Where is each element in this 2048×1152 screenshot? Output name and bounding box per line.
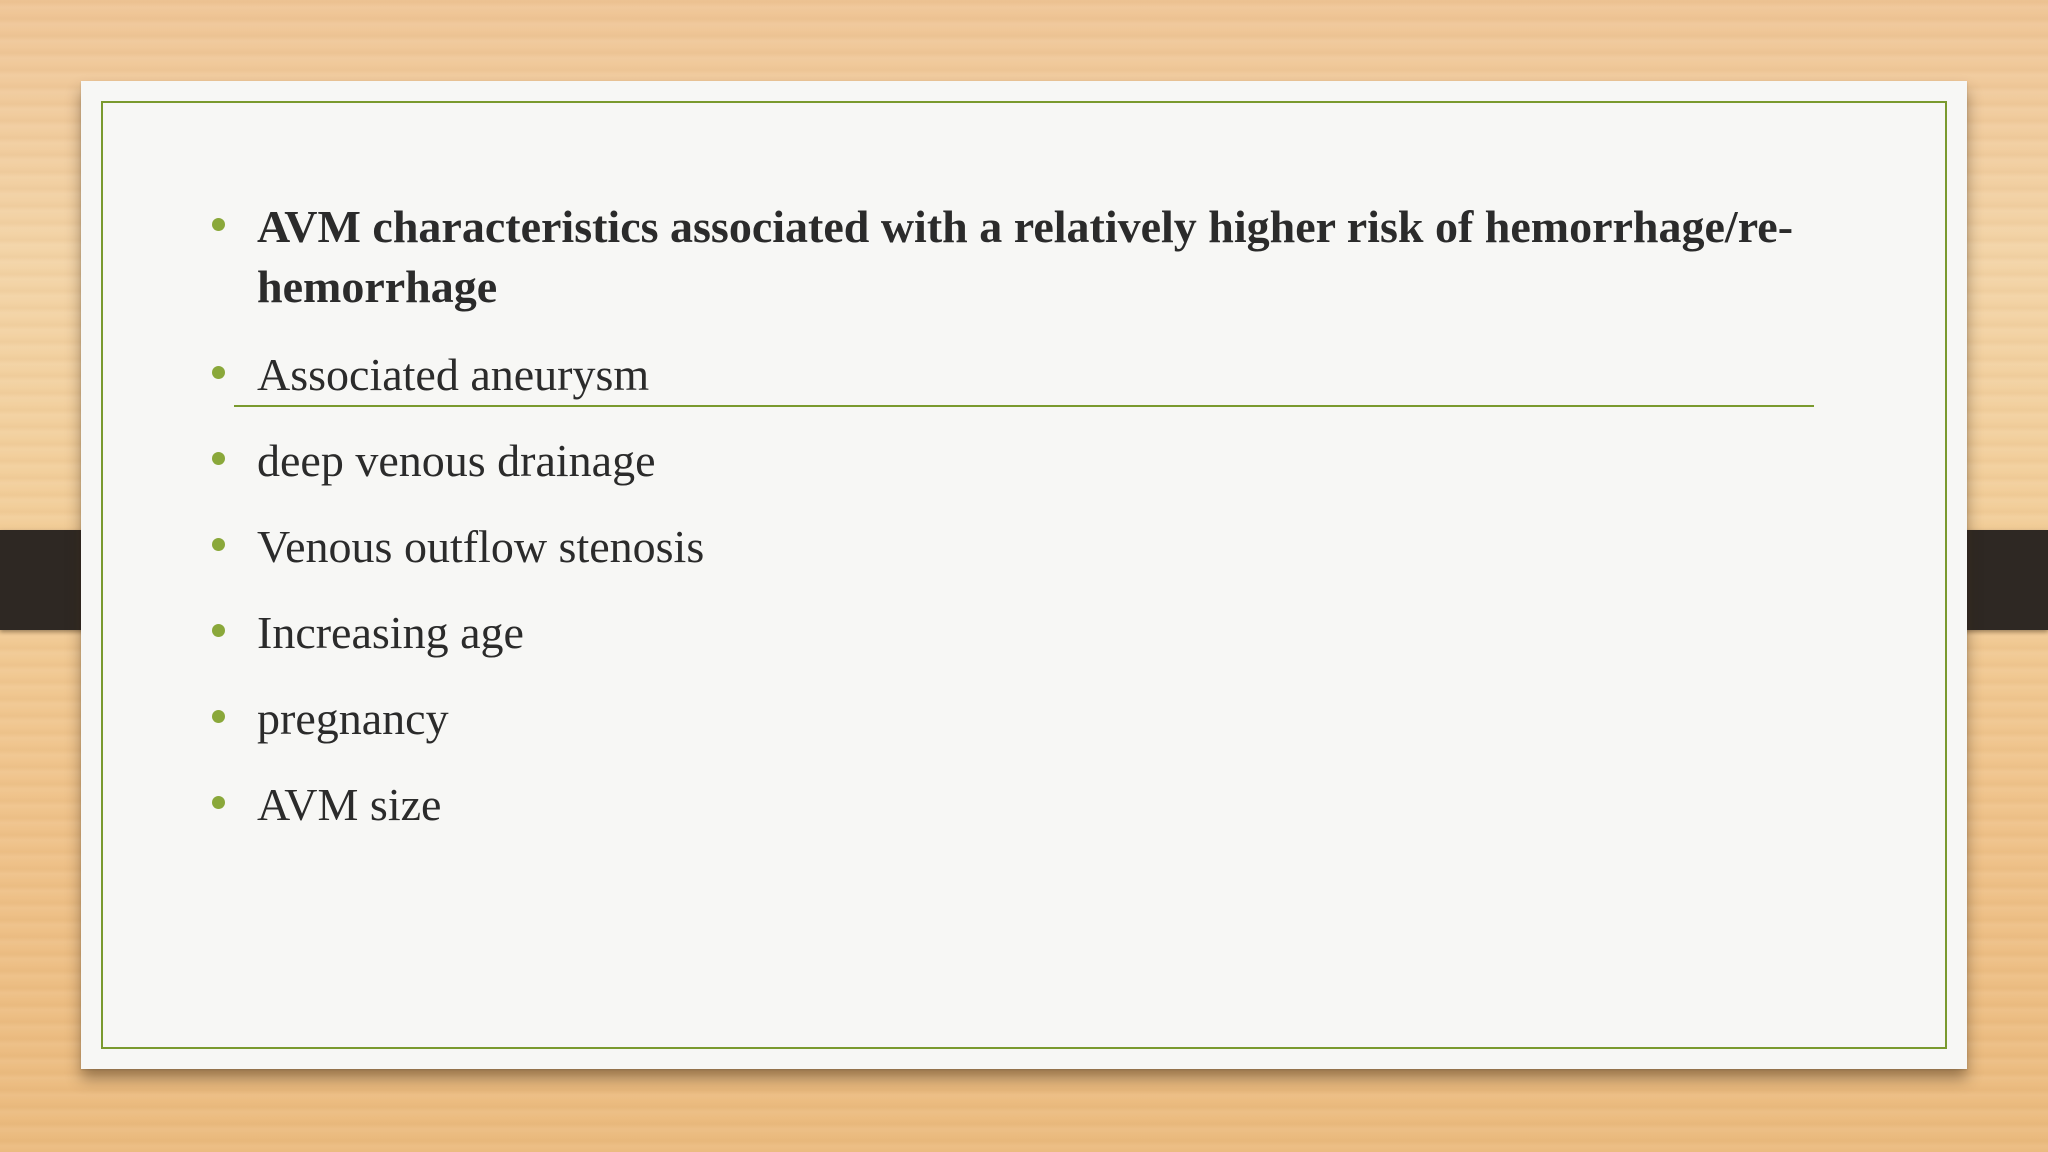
bullet-dot-icon [212,624,225,637]
bullet-text: deep venous drainage [257,435,656,486]
bullet-dot-icon [212,366,225,379]
bullet-text: AVM size [257,779,442,830]
bullet-text: pregnancy [257,693,449,744]
bullet-item-deep-venous-drainage [211,431,1967,491]
slide-card [81,81,1967,1069]
bullet-item-pregnancy [211,689,1967,749]
bullet-dot-icon [212,710,225,723]
bullet-item-avm-size [211,775,1967,835]
bullet-text: AVM characteristics associated with a relatively higher risk of hemorrhage/re-hemorrhage [257,201,1794,312]
horizontal-divider-line [234,405,1814,407]
bullet-text: Venous outflow stenosis [257,521,705,572]
bullet-dot-icon [212,218,225,231]
bullet-dot-icon [212,538,225,551]
bullet-list [211,197,1967,861]
bullet-dot-icon [212,796,225,809]
bullet-dot-icon [212,452,225,465]
bullet-item-venous-outflow-stenosis [211,517,1967,577]
bullet-text: Associated aneurysm [257,349,650,400]
bullet-item-increasing-age [211,603,1967,663]
bullet-item-associated-aneurysm [211,345,1967,405]
bullet-text: Increasing age [257,607,524,658]
bullet-item-heading [211,197,1967,317]
